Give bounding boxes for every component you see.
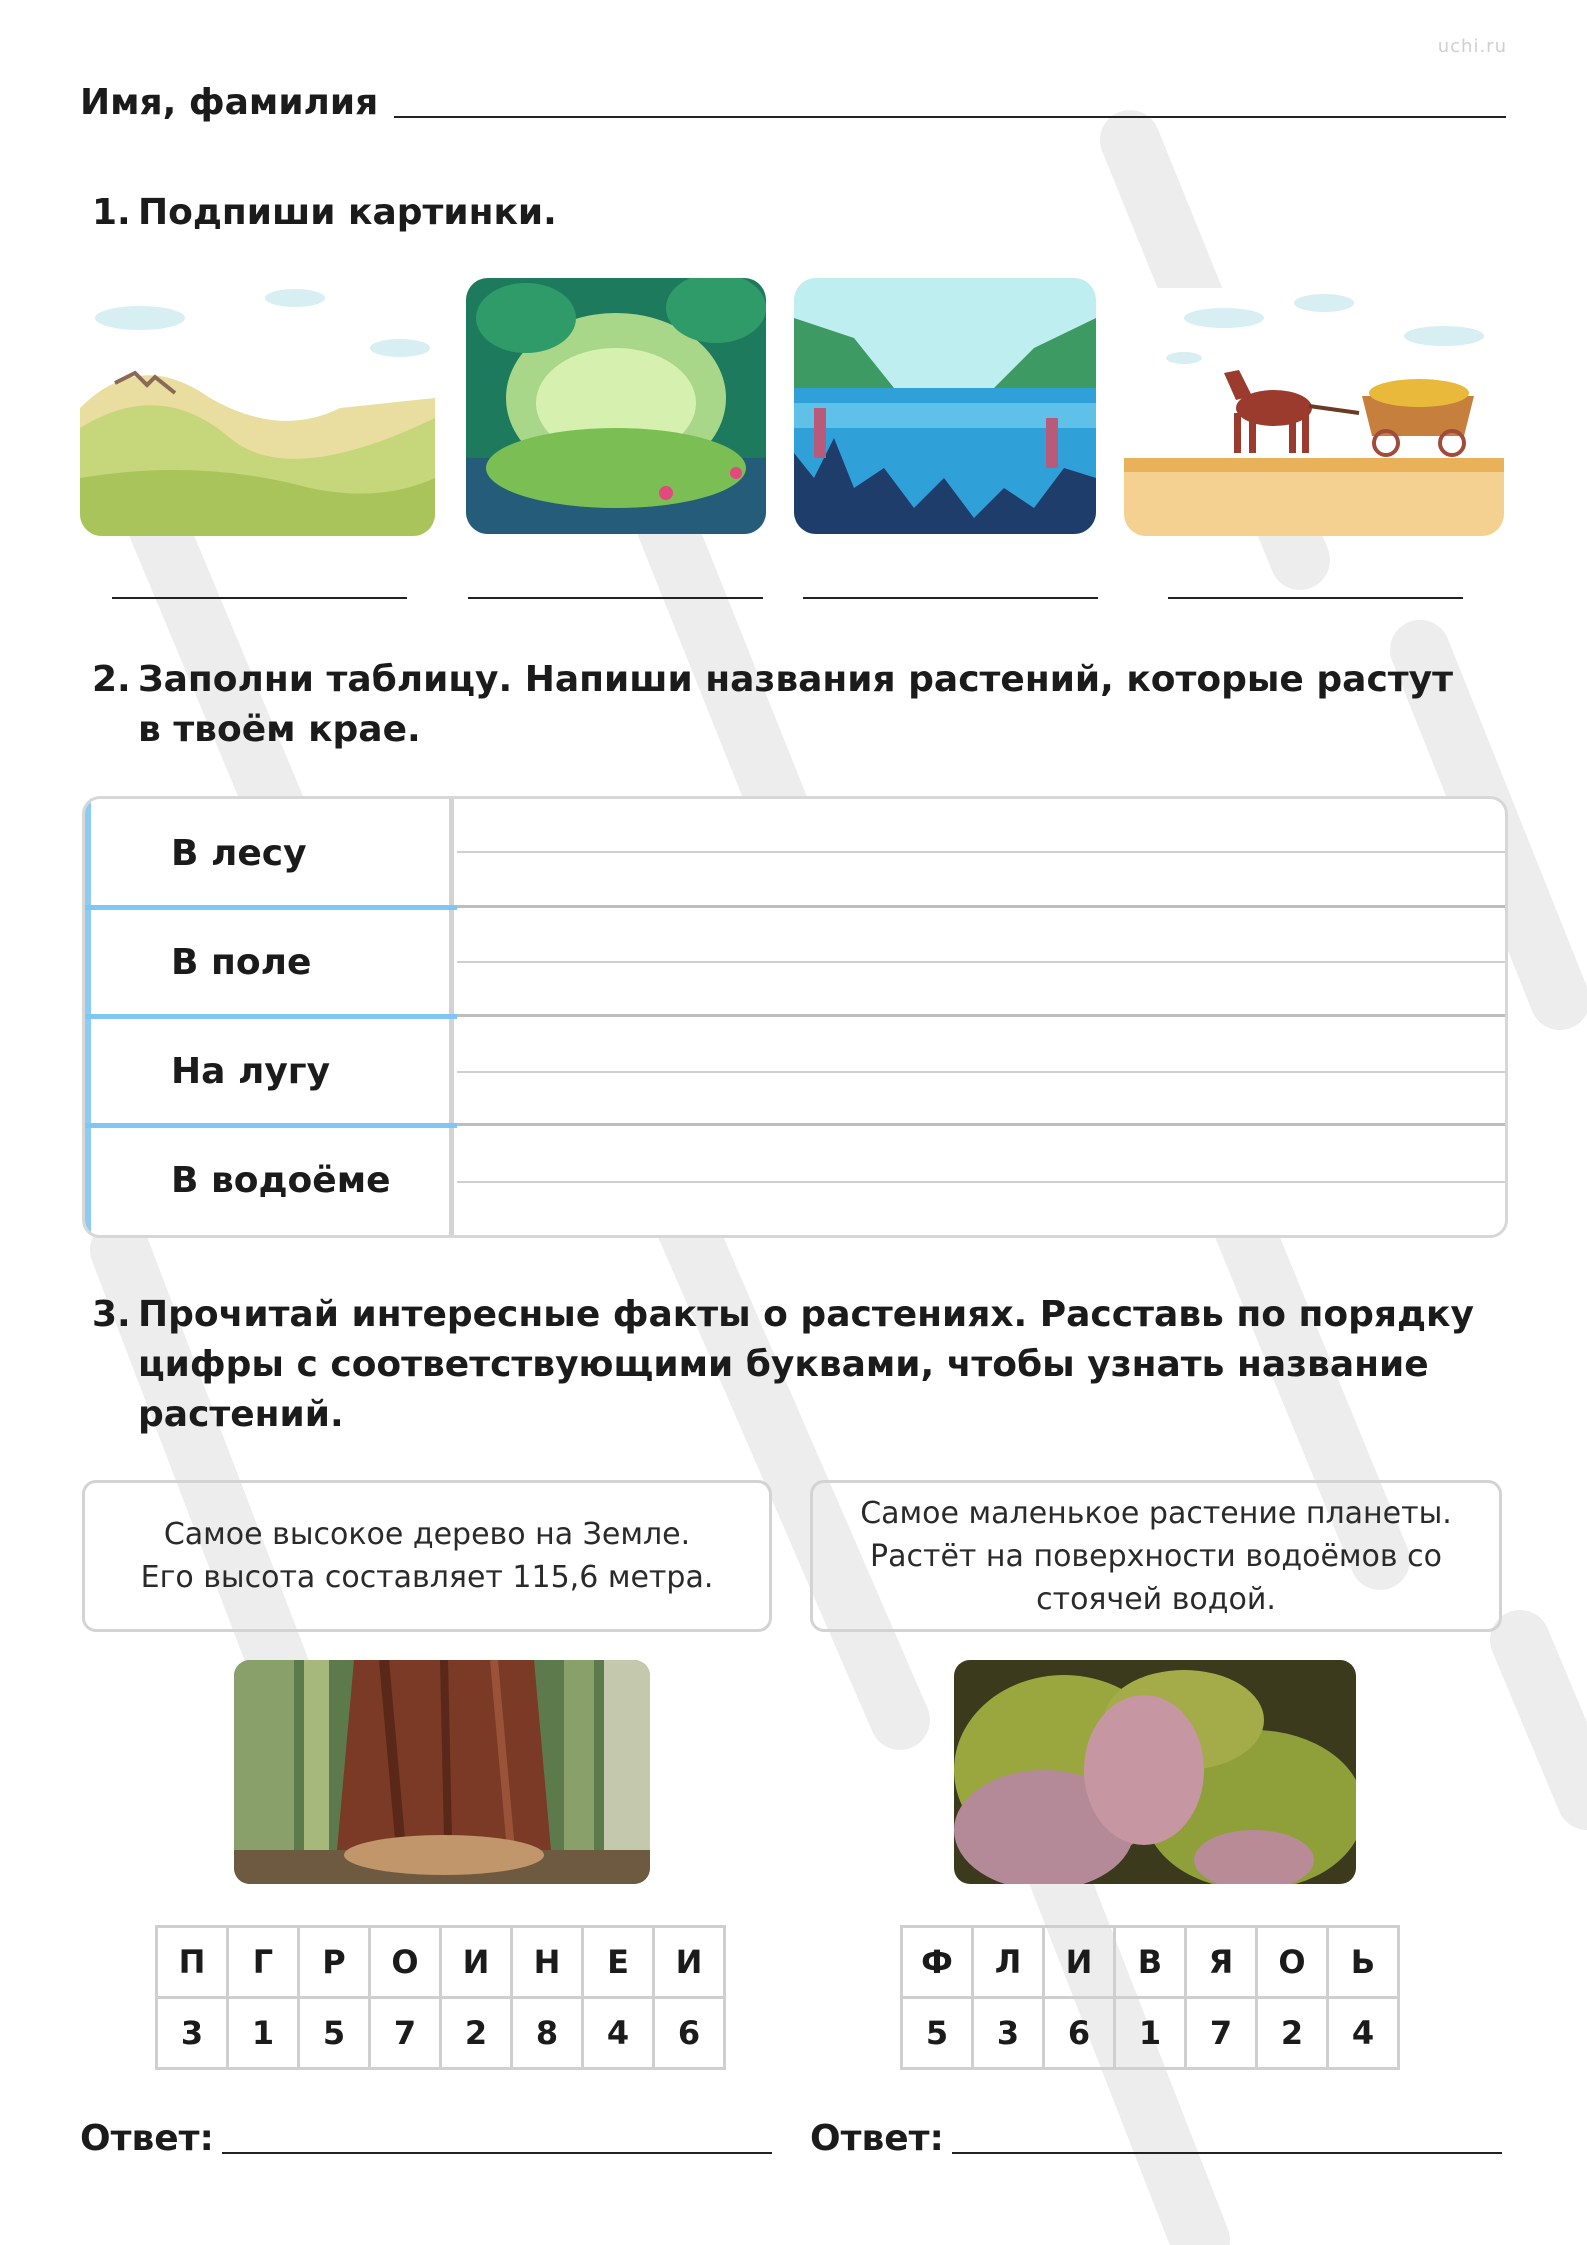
cipher-left-letter: Н bbox=[512, 1927, 583, 1998]
picture3-caption-line[interactable] bbox=[803, 597, 1098, 599]
cipher-right-number: 1 bbox=[1115, 1998, 1186, 2069]
cipher-left-number: 7 bbox=[370, 1998, 441, 2069]
cipher-left-letter: Р bbox=[299, 1927, 370, 1998]
forest-illustration bbox=[466, 278, 766, 534]
cipher-right-number: 2 bbox=[1257, 1998, 1328, 2069]
cipher-left-number: 1 bbox=[228, 1998, 299, 2069]
write-line-pond-1[interactable] bbox=[457, 1181, 1505, 1183]
row-label-pond: В водоёме bbox=[171, 1160, 391, 1201]
name-input-line[interactable] bbox=[394, 116, 1506, 118]
task2-text-line2: в твоём крае. bbox=[138, 709, 421, 750]
row-label-forest: В лесу bbox=[171, 833, 307, 874]
site-logo: uchi.ru bbox=[1437, 36, 1507, 57]
cipher-left-number: 2 bbox=[441, 1998, 512, 2069]
write-line-forest-1[interactable] bbox=[457, 851, 1505, 853]
cipher-left-letter: Е bbox=[583, 1927, 654, 1998]
cipher-table-right bbox=[900, 1925, 1400, 2070]
cipher-left-letter: И bbox=[441, 1927, 512, 1998]
row-label-field: В поле bbox=[171, 942, 312, 983]
picture1-caption-line[interactable] bbox=[112, 597, 407, 599]
task1-title bbox=[92, 188, 557, 238]
lake-illustration bbox=[794, 278, 1096, 534]
name-label: Имя, фамилия bbox=[80, 82, 379, 123]
write-line-forest-2[interactable] bbox=[457, 905, 1505, 908]
cipher-right-number: 7 bbox=[1186, 1998, 1257, 2069]
cipher-right-number: 6 bbox=[1044, 1998, 1115, 2069]
cipher-right-letter: Ь bbox=[1328, 1927, 1399, 1998]
answer-label-right: Ответ: bbox=[810, 2118, 944, 2159]
cipher-table-left bbox=[155, 1925, 726, 2070]
cipher-right-letter: В bbox=[1115, 1927, 1186, 1998]
giant-tree-photo bbox=[234, 1660, 650, 1884]
cipher-right-number: 4 bbox=[1328, 1998, 1399, 2069]
cipher-right-letter: Я bbox=[1186, 1927, 1257, 1998]
cipher-right-number: 5 bbox=[902, 1998, 973, 2069]
fact-right-line3: стоячей водой. bbox=[1036, 1581, 1276, 1617]
task3-text-line1: Прочитай интересные факты о растениях. Расставь по порядку bbox=[138, 1294, 1474, 1335]
task1-number: 1. bbox=[92, 192, 131, 233]
cipher-left-letter: О bbox=[370, 1927, 441, 1998]
fact-card-tallest-tree bbox=[82, 1480, 772, 1632]
answer-line-right[interactable] bbox=[952, 2152, 1502, 2154]
meadow-illustration bbox=[80, 288, 435, 536]
cipher-right-letter: Л bbox=[973, 1927, 1044, 1998]
cipher-left-number: 6 bbox=[654, 1998, 725, 2069]
answer-line-left[interactable] bbox=[222, 2152, 772, 2154]
picture2-caption-line[interactable] bbox=[468, 597, 763, 599]
answer-label-left: Ответ: bbox=[80, 2118, 214, 2159]
fact-left-line2: Его высота составляет 115,6 метра. bbox=[140, 1560, 714, 1595]
cipher-left-number: 3 bbox=[157, 1998, 228, 2069]
cipher-left-letter: П bbox=[157, 1927, 228, 1998]
task1-text: Подпиши картинки. bbox=[138, 192, 557, 233]
cipher-left-letter: И bbox=[654, 1927, 725, 1998]
cipher-right-letter: О bbox=[1257, 1927, 1328, 1998]
task2-title bbox=[92, 655, 1453, 755]
task3-number: 3. bbox=[92, 1294, 131, 1335]
write-line-meadow-2[interactable] bbox=[457, 1123, 1505, 1126]
task3-text-line2: цифры с соответствующими буквами, чтобы узнать название bbox=[138, 1344, 1429, 1385]
cipher-left-letter: Г bbox=[228, 1927, 299, 1998]
write-line-meadow-1[interactable] bbox=[457, 1071, 1505, 1073]
fact-right-line1: Самое маленькое растение планеты. bbox=[860, 1495, 1452, 1531]
cipher-left-number: 4 bbox=[583, 1998, 654, 2069]
fact-left-line1: Самое высокое дерево на Земле. bbox=[163, 1517, 691, 1552]
cipher-left-number: 5 bbox=[299, 1998, 370, 2069]
write-line-field-2[interactable] bbox=[457, 1014, 1505, 1017]
fact-right-line2: Растёт на поверхности водоёмов со bbox=[870, 1538, 1442, 1574]
cipher-right-letter: И bbox=[1044, 1927, 1115, 1998]
task3-title bbox=[92, 1290, 1474, 1440]
field-with-horse-cart-illustration bbox=[1124, 288, 1504, 536]
plants-table bbox=[82, 796, 1508, 1238]
task2-text-line1: Заполни таблицу. Напиши названия растений, которые растут bbox=[138, 659, 1453, 700]
cipher-right-letter: Ф bbox=[902, 1927, 973, 1998]
write-line-field-1[interactable] bbox=[457, 961, 1505, 963]
cipher-left-number: 8 bbox=[512, 1998, 583, 2069]
task2-number: 2. bbox=[92, 659, 131, 700]
task3-text-line3: растений. bbox=[138, 1394, 344, 1435]
fact-card-smallest-plant bbox=[810, 1480, 1502, 1632]
picture4-caption-line[interactable] bbox=[1168, 597, 1463, 599]
row-label-meadow: На лугу bbox=[171, 1051, 331, 1092]
moss-plant-photo bbox=[954, 1660, 1356, 1884]
cipher-right-number: 3 bbox=[973, 1998, 1044, 2069]
